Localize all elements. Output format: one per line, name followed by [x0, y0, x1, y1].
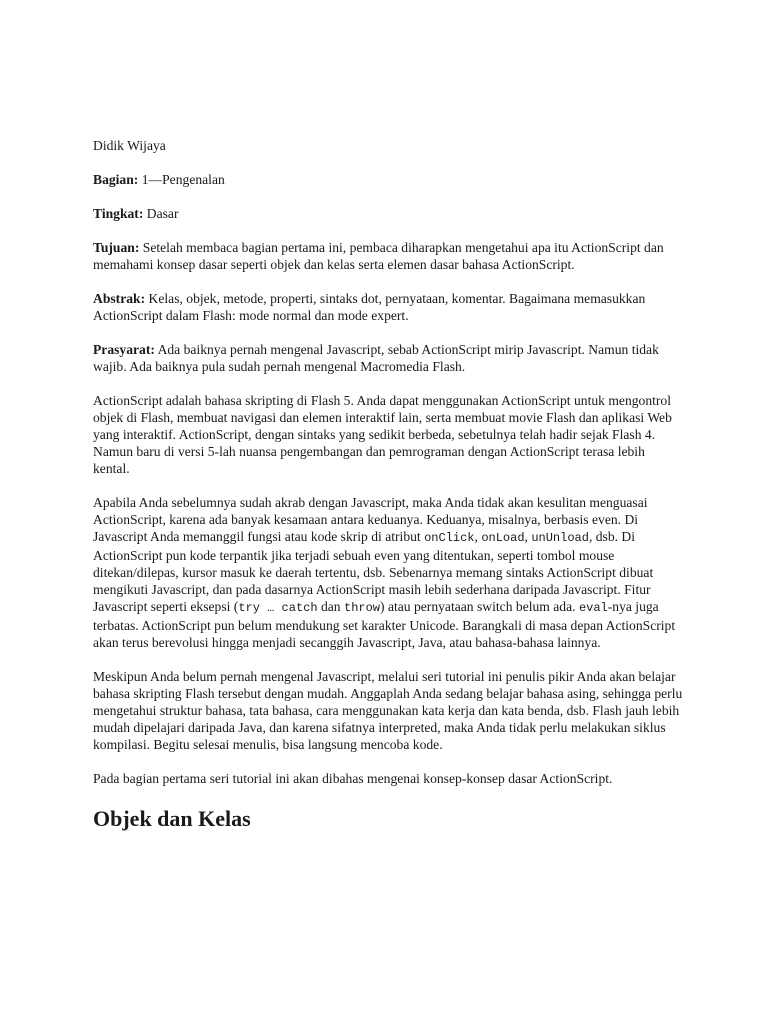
- tingkat-value: Dasar: [146, 206, 179, 221]
- prasyarat-label: Prasyarat:: [93, 342, 155, 357]
- bagian-label: Bagian:: [93, 172, 139, 187]
- tingkat-line: [93, 205, 683, 222]
- p2-text-4: , dsb. Di ActionScript pun kode terpantik jika terjadi sebuah even yang ditentukan, seperti tombol mouse ditekan/dilepas, kursor masuk ke daerah tertentu, dsb. Sebenarnya memang sintaks ActionScript dibuat mengikuti Javascript, dan pada dasarnya ActionScript masih lebih sederhana daripada Javascript. Fitur Javascript seperti eksepsi (: [93, 529, 654, 614]
- p2-text-7: -nya juga terbatas. ActionScript pun belum mendukung set karakter Unicode. Barangkali di masa depan ActionScript akan terus berevolusi hingga menjadi secanggih Javascript, Java, atau bahasa-bahasa lainnya.: [93, 599, 676, 650]
- code-onload: onLoad: [481, 531, 525, 545]
- code-try-catch: try … catch: [238, 601, 318, 615]
- prasyarat-paragraph: [93, 341, 683, 375]
- prasyarat-text: Ada baiknya pernah mengenal Javascript, sebab ActionScript mirip Javascript. Namun tidak wajib. Ada baiknya pula sudah pernah mengenal Macromedia Flash.: [93, 342, 659, 374]
- p2-text-1: Apabila Anda sebelumnya sudah akrab dengan Javascript, maka Anda tidak akan kesulitan menguasai ActionScript, karena ada banyak kesamaan antara keduanya. Keduanya, misalnya, berbasis even. Di Javascript Anda memanggil fungsi atau kode skrip di atribut: [93, 495, 648, 544]
- author-name: Didik Wijaya: [93, 138, 166, 153]
- abstrak-text: Kelas, objek, metode, properti, sintaks dot, pernyataan, komentar. Bagaimana memasukkan ActionScript dalam Flash: mode normal dan mode expert.: [93, 291, 646, 323]
- p2-text-6: ) atau pernyataan switch belum ada.: [380, 599, 579, 614]
- tingkat-label: Tingkat:: [93, 206, 144, 221]
- p2-text-5: dan: [317, 599, 344, 614]
- section-heading: Objek dan Kelas: [93, 806, 251, 831]
- body-paragraph-1: ActionScript adalah bahasa skripting di Flash 5. Anda dapat menggunakan ActionScript untuk mengontrol objek di Flash, membuat navigasi dan elemen interaktif lain, serta membuat movie Flash dan aplikasi Web yang interaktif. ActionScript, dengan sintaks yang sedikit berbeda, sebetulnya telah hadir sejak Flash 4. Namun baru di versi 5-lah nuansa pengembangan dan pemrograman dengan ActionScript terasa lebih kental.: [93, 393, 672, 476]
- bagian-value: 1—Pengenalan: [141, 172, 225, 187]
- p2-text-2: ,: [474, 529, 482, 544]
- code-onclick: onClick: [424, 531, 475, 545]
- body-paragraph-2: [93, 494, 683, 651]
- code-eval: eval: [578, 601, 608, 615]
- abstrak-paragraph: [93, 290, 683, 324]
- body-paragraph-4: Pada bagian pertama seri tutorial ini akan dibahas mengenai konsep-konsep dasar ActionScript.: [93, 771, 613, 786]
- tujuan-label: Tujuan:: [93, 240, 140, 255]
- abstrak-label: Abstrak:: [93, 291, 146, 306]
- code-ununload: unUnload: [531, 531, 589, 545]
- body-paragraph-3: Meskipun Anda belum pernah mengenal Javascript, melalui seri tutorial ini penulis pikir Anda akan belajar bahasa skripting Flash tersebut dengan mudah. Anggaplah Anda sedang belajar bahasa asing, sehingga perlu mengetahui struktur bahasa, tata bahasa, cara menggunakan kata kerja dan kata benda, dsb. Flash jauh lebih mudah dipelajari daripada Java, dan karena sifatnya interpreted, maka Anda tidak perlu melakukan siklus kompilasi. Begitu selesai menulis, bisa langsung mencoba kode.: [93, 669, 683, 752]
- code-throw: throw: [344, 601, 381, 615]
- p2-text-3: ,: [524, 529, 532, 544]
- tujuan-text: Setelah membaca bagian pertama ini, pembaca diharapkan mengetahui apa itu ActionScript dan memahami konsep dasar seperti objek dan kelas serta elemen dasar bahasa ActionScript.: [93, 240, 664, 272]
- tujuan-paragraph: [93, 239, 683, 273]
- bagian-line: [93, 171, 683, 188]
- document-page: [93, 137, 683, 832]
